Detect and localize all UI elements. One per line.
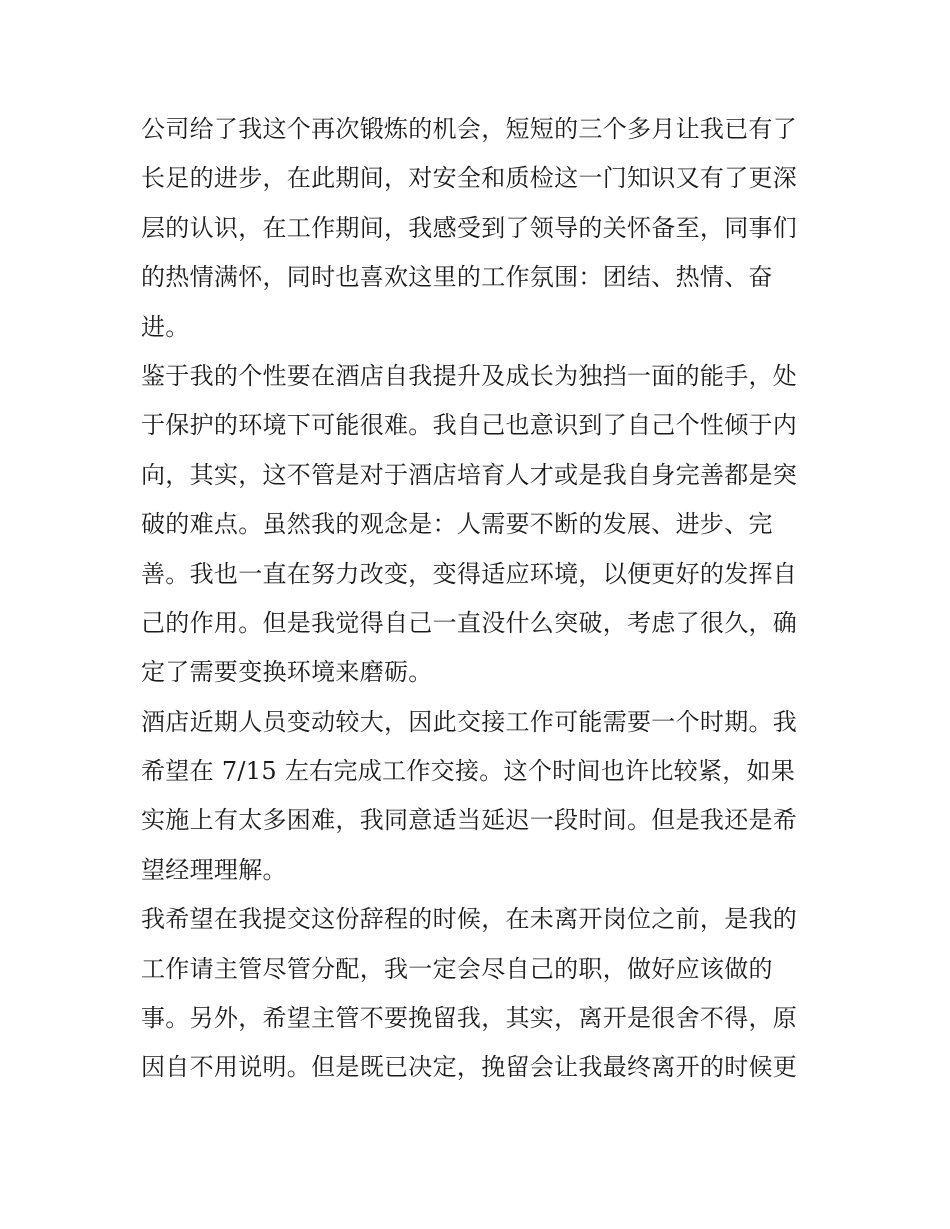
text-line: 因自不用说明。但是既已决定，挽留会让我最终离开的时候更 [141, 1053, 798, 1082]
text-line: 于保护的环境下可能很难。我自己也意识到了自己个性倾于内 [141, 411, 798, 440]
text-line: 向，其实，这不管是对于酒店培育人才或是我自身完善都是突 [141, 460, 798, 489]
document-body [141, 105, 821, 1093]
text-line: 事。另外，希望主管不要挽留我，其实，离开是很舍不得，原 [141, 1004, 798, 1033]
text-line: 实施上有太多困难，我同意适当延迟一段时间。但是我还是希 [141, 806, 798, 835]
text-line: 破的难点。虽然我的观念是：人需要不断的发展、进步、完 [141, 510, 773, 539]
text-line: 己的作用。但是我觉得自己一直没什么突破，考虑了很久，确 [141, 608, 798, 637]
text-line: 望经理理解。 [141, 855, 287, 884]
text-line: 工作请主管尽管分配，我一定会尽自己的职，做好应该做的 [141, 954, 773, 983]
text-line: 鉴于我的个性要在酒店自我提升及成长为独挡一面的能手，处 [141, 361, 798, 390]
text-line: 我希望在我提交这份辞程的时候，在未离开岗位之前，是我的 [141, 905, 798, 934]
text-line: 善。我也一直在努力改变，变得适应环境，以便更好的发挥自 [141, 559, 798, 588]
text-line: 进。 [141, 312, 190, 341]
text-line: 公司给了我这个再次锻炼的机会，短短的三个多月让我已有了 [141, 115, 798, 143]
text-line: 的热情满怀，同时也喜欢这里的工作氛围：团结、热情、奋 [141, 263, 773, 292]
text-line: 长足的进步，在此期间，对安全和质检这一门知识又有了更深 [141, 164, 798, 193]
text-line: 希望在 7/15 左右完成工作交接。这个时间也许比较紧，如果 [141, 757, 796, 786]
text-line: 层的认识，在工作期间，我感受到了领导的关怀备至，同事们 [141, 213, 798, 242]
text-line: 酒店近期人员变动较大，因此交接工作可能需要一个时期。我 [141, 707, 798, 736]
text-line: 定了需要变换环境来磨砺。 [141, 658, 433, 687]
